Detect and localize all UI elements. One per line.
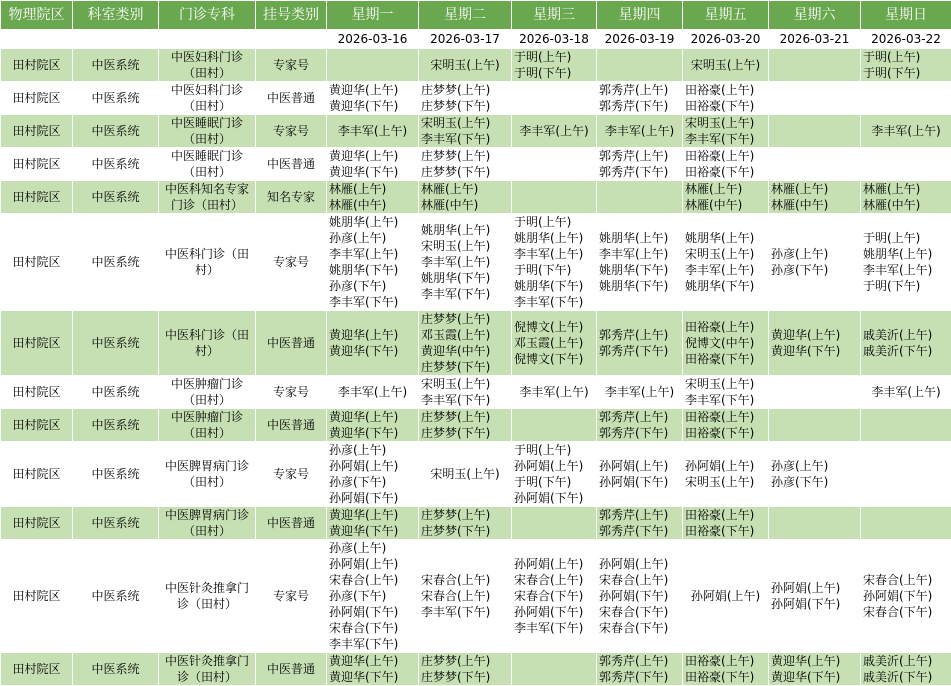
clinic-cell: 中医科门诊（田 村）	[159, 214, 256, 311]
doctor-schedule-cell: 李丰军(上午)	[861, 376, 951, 409]
clinic-cell: 中医科知名专家 门诊（田村）	[159, 181, 256, 214]
doctor-schedule-cell: 郭秀芹(上午) 郭秀芹(下午)	[597, 507, 683, 540]
doctor-schedule-cell: 黄迎华(上午) 黄迎华(下午)	[327, 653, 419, 686]
doctor-schedule-cell: 黄迎华(上午) 黄迎华(下午)	[769, 311, 861, 376]
doctor-schedule-cell	[769, 409, 861, 442]
doctor-schedule-cell: 李丰军(上午)	[512, 115, 597, 148]
doctor-schedule-cell: 黄迎华(上午) 黄迎华(下午)	[327, 311, 419, 376]
doctor-schedule-cell: 田裕豪(上午) 田裕豪(下午)	[683, 148, 769, 181]
doctor-schedule-cell: 于明(上午) 姚朋华(上午) 李丰军(上午) 于明(下午) 姚朋华(下午) 李丰军(下午)	[512, 214, 597, 311]
header-thursday: 星期四	[597, 1, 683, 30]
doctor-schedule-cell: 宋明玉(上午) 李丰军(下午)	[683, 115, 769, 148]
doctor-schedule-cell: 李丰军(上午)	[512, 376, 597, 409]
table-row	[1, 82, 951, 115]
date-cell	[159, 30, 256, 49]
doctor-schedule-cell: 宋明玉(上午)	[683, 49, 769, 82]
doctor-schedule-cell	[861, 82, 951, 115]
doctor-schedule-cell: 孙彦(上午) 孙阿娟(上午) 宋春合(上午) 孙彦(下午) 孙阿娟(下午) 宋春合(下午) 李丰军(下午)	[327, 540, 419, 653]
doctor-schedule-cell: 宋明玉(上午) 李丰军(下午)	[419, 376, 512, 409]
doctor-schedule-cell: 林雁(上午) 林雁(中午)	[769, 181, 861, 214]
doctor-schedule-cell: 郭秀芹(上午) 郭秀芹(下午)	[597, 409, 683, 442]
doctor-schedule-cell: 于明(上午) 孙阿娟(上午) 于明(下午) 孙阿娟(下午)	[512, 442, 597, 507]
header-friday: 星期五	[683, 1, 769, 30]
doctor-schedule-cell	[769, 376, 861, 409]
dept-cell: 中医系统	[73, 409, 159, 442]
table-row	[1, 653, 951, 686]
doctor-schedule-cell: 宋明玉(上午)	[419, 49, 512, 82]
dept-cell: 中医系统	[73, 311, 159, 376]
date-cell: 2026-03-22	[861, 30, 951, 49]
doctor-schedule-cell: 田裕豪(上午) 田裕豪(下午)	[683, 409, 769, 442]
doctor-schedule-cell: 李丰军(上午)	[327, 376, 419, 409]
doctor-schedule-cell: 林雁(上午) 林雁(中午)	[327, 181, 419, 214]
doctor-schedule-cell: 郭秀芹(上午) 郭秀芹(下午)	[597, 653, 683, 686]
clinic-cell: 中医睡眠门诊 （田村）	[159, 148, 256, 181]
reg-type-cell: 专家号	[256, 49, 327, 82]
doctor-schedule-cell: 姚朋华(上午) 李丰军(上午) 姚朋华(下午) 姚朋华(下午)	[597, 214, 683, 311]
doctor-schedule-cell: 李丰军(上午)	[597, 115, 683, 148]
header-clinic: 门诊专科	[159, 1, 256, 30]
campus-cell: 田村院区	[1, 540, 73, 653]
table-row	[1, 214, 951, 311]
dept-cell: 中医系统	[73, 507, 159, 540]
date-cell: 2026-03-16	[327, 30, 419, 49]
date-cell	[73, 30, 159, 49]
doctor-schedule-cell: 林雁(上午) 林雁(中午)	[683, 181, 769, 214]
doctor-schedule-cell: 宋春合(上午) 孙阿娟(下午) 宋春合(下午)	[861, 540, 951, 653]
campus-cell: 田村院区	[1, 507, 73, 540]
doctor-schedule-cell: 庄梦梦(上午) 庄梦梦(下午)	[419, 148, 512, 181]
campus-cell: 田村院区	[1, 181, 73, 214]
doctor-schedule-cell: 李丰军(上午)	[327, 115, 419, 148]
header-campus: 物理院区	[1, 1, 73, 30]
campus-cell: 田村院区	[1, 311, 73, 376]
doctor-schedule-cell	[769, 82, 861, 115]
doctor-schedule-cell: 倪博文(上午) 邓玉霞(上午) 倪博文(下午)	[512, 311, 597, 376]
doctor-schedule-cell: 郭秀芹(上午) 郭秀芹(下午)	[597, 148, 683, 181]
doctor-schedule-cell: 于明(上午) 姚朋华(上午) 李丰军(上午) 于明(下午)	[861, 214, 951, 311]
doctor-schedule-cell: 姚朋华(上午) 孙彦(上午) 李丰军(上午) 姚朋华(下午) 孙彦(下午) 李丰军(下午)	[327, 214, 419, 311]
doctor-schedule-cell	[861, 442, 951, 507]
doctor-schedule-cell: 宋春合(上午) 宋春合(上午) 李丰军(下午)	[419, 540, 512, 653]
dept-cell: 中医系统	[73, 82, 159, 115]
reg-type-cell: 专家号	[256, 376, 327, 409]
doctor-schedule-cell: 孙阿娟(上午) 宋春合(上午) 孙阿娟(下午) 宋春合(下午) 宋春合(下午)	[597, 540, 683, 653]
doctor-schedule-cell: 孙彦(上午) 孙阿娟(上午) 孙彦(下午) 孙阿娟(下午)	[327, 442, 419, 507]
table-row	[1, 376, 951, 409]
date-cell	[1, 30, 73, 49]
clinic-cell: 中医针灸推拿门 诊（田村）	[159, 653, 256, 686]
clinic-cell: 中医脾胃病门诊 （田村）	[159, 507, 256, 540]
doctor-schedule-cell	[769, 507, 861, 540]
table-row	[1, 181, 951, 214]
header-reg-type: 挂号类别	[256, 1, 327, 30]
doctor-schedule-cell: 孙阿娟(上午) 孙阿娟(下午)	[597, 442, 683, 507]
dept-cell: 中医系统	[73, 115, 159, 148]
date-cell: 2026-03-18	[512, 30, 597, 49]
header-monday: 星期一	[327, 1, 419, 30]
doctor-schedule-cell	[597, 181, 683, 214]
doctor-schedule-cell: 于明(上午) 于明(下午)	[512, 49, 597, 82]
doctor-schedule-cell: 黄迎华(上午) 黄迎华(下午)	[327, 82, 419, 115]
doctor-schedule-cell: 宋明玉(上午)	[419, 442, 512, 507]
dept-cell: 中医系统	[73, 49, 159, 82]
doctor-schedule-cell	[512, 148, 597, 181]
campus-cell: 田村院区	[1, 49, 73, 82]
campus-cell: 田村院区	[1, 442, 73, 507]
dept-cell: 中医系统	[73, 148, 159, 181]
campus-cell: 田村院区	[1, 214, 73, 311]
doctor-schedule-cell	[512, 507, 597, 540]
dept-cell: 中医系统	[73, 181, 159, 214]
campus-cell: 田村院区	[1, 82, 73, 115]
campus-cell: 田村院区	[1, 653, 73, 686]
clinic-cell: 中医科门诊（田 村）	[159, 311, 256, 376]
date-cell: 2026-03-20	[683, 30, 769, 49]
doctor-schedule-cell: 田裕豪(上午) 田裕豪(下午)	[683, 507, 769, 540]
doctor-schedule-cell: 姚朋华(上午) 宋明玉(上午) 李丰军(上午) 姚朋华(下午) 李丰军(下午)	[419, 214, 512, 311]
header-row	[1, 1, 951, 30]
doctor-schedule-cell: 郭秀芹(上午) 郭秀芹(下午)	[597, 311, 683, 376]
doctor-schedule-cell	[769, 49, 861, 82]
doctor-schedule-cell	[769, 148, 861, 181]
doctor-schedule-cell	[512, 653, 597, 686]
date-cell	[256, 30, 327, 49]
doctor-schedule-cell	[512, 181, 597, 214]
doctor-schedule-cell: 宋明玉(上午) 李丰军(下午)	[683, 376, 769, 409]
reg-type-cell: 中医普通	[256, 409, 327, 442]
date-cell: 2026-03-17	[419, 30, 512, 49]
doctor-schedule-cell	[861, 409, 951, 442]
dept-cell: 中医系统	[73, 442, 159, 507]
header-sunday: 星期日	[861, 1, 951, 30]
doctor-schedule-cell: 孙彦(上午) 孙彦(下午)	[769, 214, 861, 311]
doctor-schedule-cell	[861, 148, 951, 181]
reg-type-cell: 中医普通	[256, 507, 327, 540]
doctor-schedule-cell	[327, 49, 419, 82]
reg-type-cell: 专家号	[256, 115, 327, 148]
doctor-schedule-cell: 孙阿娟(上午) 孙阿娟(下午)	[769, 540, 861, 653]
doctor-schedule-cell: 庄梦梦(上午) 庄梦梦(下午)	[419, 409, 512, 442]
doctor-schedule-cell	[512, 409, 597, 442]
campus-cell: 田村院区	[1, 115, 73, 148]
doctor-schedule-cell: 于明(上午) 于明(下午)	[861, 49, 951, 82]
doctor-schedule-cell: 庄梦梦(上午) 庄梦梦(下午)	[419, 82, 512, 115]
doctor-schedule-cell	[861, 507, 951, 540]
doctor-schedule-cell: 戚美沂(上午) 戚美沂(下午)	[861, 311, 951, 376]
campus-cell: 田村院区	[1, 148, 73, 181]
doctor-schedule-cell: 庄梦梦(上午) 庄梦梦(下午)	[419, 653, 512, 686]
campus-cell: 田村院区	[1, 409, 73, 442]
header-saturday: 星期六	[769, 1, 861, 30]
reg-type-cell: 专家号	[256, 540, 327, 653]
date-row	[1, 30, 951, 49]
doctor-schedule-cell: 黄迎华(上午) 黄迎华(下午)	[327, 409, 419, 442]
reg-type-cell: 专家号	[256, 442, 327, 507]
clinic-cell: 中医妇科门诊 （田村）	[159, 49, 256, 82]
doctor-schedule-cell: 庄梦梦(上午) 邓玉霞(上午) 黄迎华(中午) 庄梦梦(下午)	[419, 311, 512, 376]
table-row	[1, 115, 951, 148]
dept-cell: 中医系统	[73, 214, 159, 311]
doctor-schedule-cell: 黄迎华(上午) 黄迎华(下午)	[327, 148, 419, 181]
reg-type-cell: 中医普通	[256, 148, 327, 181]
table-row	[1, 507, 951, 540]
doctor-schedule-cell: 姚朋华(上午) 宋明玉(上午) 李丰军(上午) 姚朋华(下午)	[683, 214, 769, 311]
doctor-schedule-cell	[769, 115, 861, 148]
table-row	[1, 442, 951, 507]
dept-cell: 中医系统	[73, 376, 159, 409]
doctor-schedule-cell: 黄迎华(上午) 黄迎华(下午)	[327, 507, 419, 540]
doctor-schedule-cell: 林雁(上午) 林雁(中午)	[419, 181, 512, 214]
reg-type-cell: 中医普通	[256, 653, 327, 686]
clinic-cell: 中医脾胃病门诊 （田村）	[159, 442, 256, 507]
header-tuesday: 星期二	[419, 1, 512, 30]
dept-cell: 中医系统	[73, 653, 159, 686]
date-cell: 2026-03-19	[597, 30, 683, 49]
header-wednesday: 星期三	[512, 1, 597, 30]
clinic-cell: 中医肿瘤门诊 （田村）	[159, 376, 256, 409]
date-cell: 2026-03-21	[769, 30, 861, 49]
reg-type-cell: 中医普通	[256, 82, 327, 115]
clinic-cell: 中医针灸推拿门 诊（田村）	[159, 540, 256, 653]
clinic-cell: 中医妇科门诊 （田村）	[159, 82, 256, 115]
doctor-schedule-cell: 孙阿娟(上午)	[683, 540, 769, 653]
doctor-schedule-cell: 宋明玉(上午) 李丰军(下午)	[419, 115, 512, 148]
reg-type-cell: 中医普通	[256, 311, 327, 376]
doctor-schedule-cell	[512, 82, 597, 115]
doctor-schedule-cell: 孙彦(上午) 孙彦(下午)	[769, 442, 861, 507]
header-dept: 科室类别	[73, 1, 159, 30]
table-row	[1, 148, 951, 181]
doctor-schedule-cell: 戚美沂(上午) 戚美沂(下午)	[861, 653, 951, 686]
table-row	[1, 409, 951, 442]
doctor-schedule-cell: 田裕豪(上午) 田裕豪(下午)	[683, 82, 769, 115]
clinic-cell: 中医睡眠门诊 （田村）	[159, 115, 256, 148]
doctor-schedule-cell: 田裕豪(上午) 田裕豪(下午)	[683, 653, 769, 686]
doctor-schedule-cell: 郭秀芹(上午) 郭秀芹(下午)	[597, 82, 683, 115]
doctor-schedule-cell: 李丰军(上午)	[597, 376, 683, 409]
doctor-schedule-cell: 李丰军(上午)	[861, 115, 951, 148]
doctor-schedule-cell: 孙阿娟(上午) 宋春合(上午) 宋春合(下午) 孙阿娟(下午) 李丰军(下午)	[512, 540, 597, 653]
doctor-schedule-cell: 黄迎华(上午) 黄迎华(下午)	[769, 653, 861, 686]
doctor-schedule-cell: 孙阿娟(上午) 宋明玉(上午)	[683, 442, 769, 507]
clinic-cell: 中医肿瘤门诊 （田村）	[159, 409, 256, 442]
campus-cell: 田村院区	[1, 376, 73, 409]
reg-type-cell: 知名专家	[256, 181, 327, 214]
doctor-schedule-cell: 林雁(上午) 林雁(中午)	[861, 181, 951, 214]
table-row	[1, 311, 951, 376]
doctor-schedule-cell: 庄梦梦(上午) 庄梦梦(下午)	[419, 507, 512, 540]
table-row	[1, 540, 951, 653]
doctor-schedule-cell: 田裕豪(上午) 倪博文(中午) 田裕豪(下午)	[683, 311, 769, 376]
table-row	[1, 49, 951, 82]
dept-cell: 中医系统	[73, 540, 159, 653]
doctor-schedule-cell	[597, 49, 683, 82]
reg-type-cell: 专家号	[256, 214, 327, 311]
